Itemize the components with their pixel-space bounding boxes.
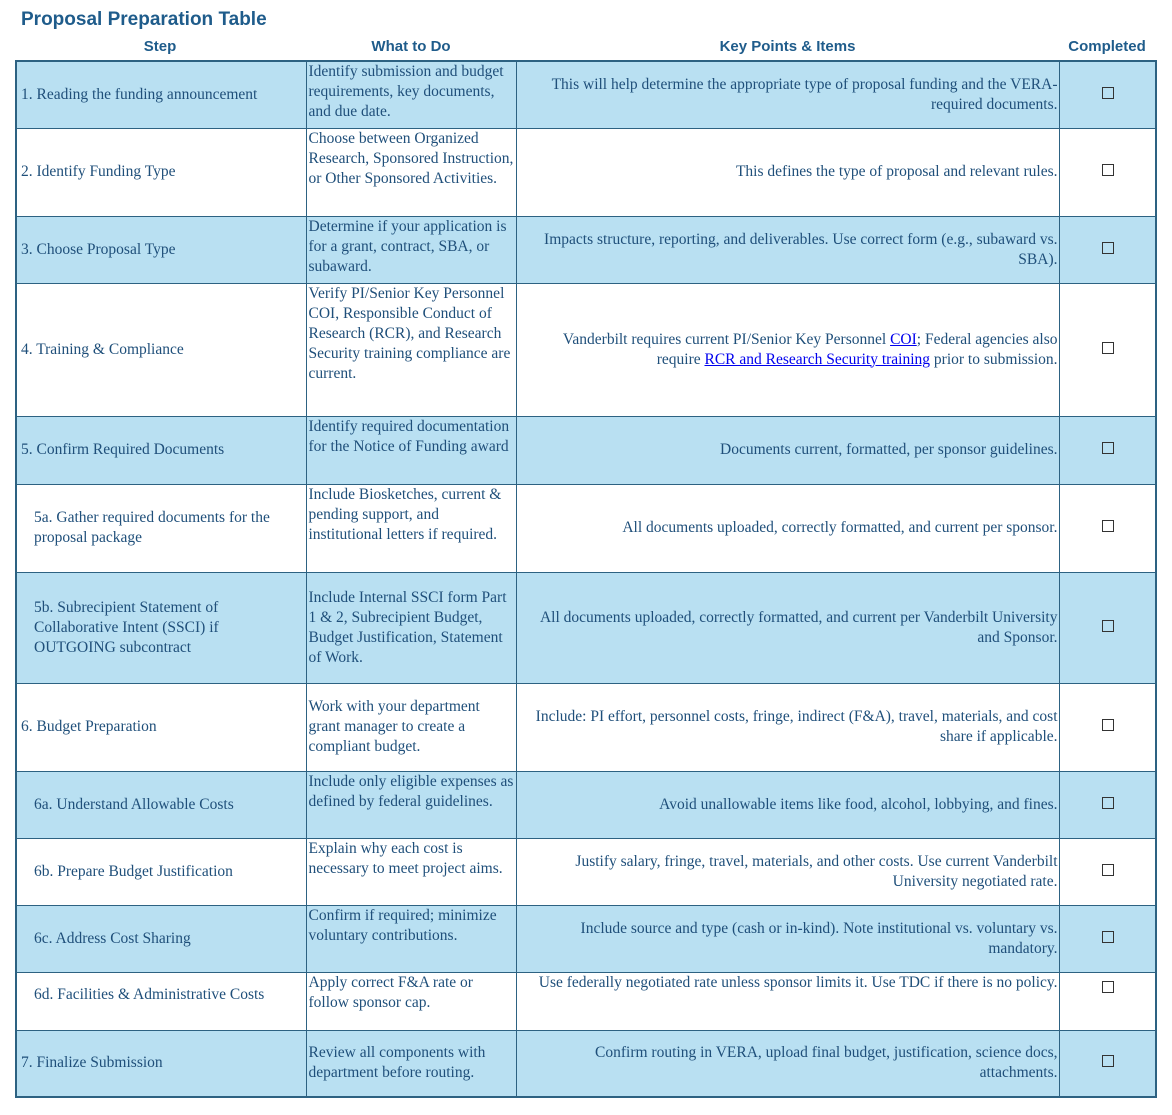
completed-cell <box>1059 771 1156 838</box>
key-points-cell: All documents uploaded, correctly formatted, and current per Vanderbilt University and Sponsor. <box>516 572 1059 683</box>
what-cell: Explain why each cost is necessary to meet project aims. <box>306 838 516 905</box>
step-cell: 3. Choose Proposal Type <box>16 216 306 283</box>
key-points-cell: This will help determine the appropriate type of proposal funding and the VERA-required documents. <box>516 61 1059 128</box>
completed-checkbox[interactable] <box>1102 1055 1114 1067</box>
completed-cell <box>1059 416 1156 484</box>
what-cell: Work with your department grant manager to create a compliant budget. <box>306 683 516 771</box>
completed-cell <box>1059 572 1156 683</box>
what-cell: Verify PI/Senior Key Personnel COI, Responsible Conduct of Research (RCR), and Research Security training compliance are current. <box>306 283 516 416</box>
key-text: prior to submission. <box>930 350 1058 368</box>
step-cell: 6b. Prepare Budget Justification <box>16 838 306 905</box>
step-cell: 5a. Gather required documents for the proposal package <box>16 484 306 572</box>
completed-cell <box>1059 484 1156 572</box>
key-points-cell: This defines the type of proposal and relevant rules. <box>516 128 1059 216</box>
step-cell: 5. Confirm Required Documents <box>16 416 306 484</box>
what-cell: Identify submission and budget requirements, key documents, and due date. <box>306 61 516 128</box>
key-points-cell: Confirm routing in VERA, upload final budget, justification, science docs, attachments. <box>516 1030 1059 1097</box>
what-cell: Confirm if required; minimize voluntary contributions. <box>306 905 516 972</box>
key-points-cell: Documents current, formatted, per sponsor guidelines. <box>516 416 1059 484</box>
completed-checkbox[interactable] <box>1102 981 1114 993</box>
what-cell: Determine if your application is for a grant, contract, SBA, or subaward. <box>306 216 516 283</box>
completed-cell <box>1059 61 1156 128</box>
column-header-key-points: Key Points & Items <box>719 38 856 55</box>
completed-checkbox[interactable] <box>1102 931 1114 943</box>
completed-cell <box>1059 683 1156 771</box>
proposal-preparation-table <box>15 60 1157 1098</box>
what-cell: Include Internal SSCI form Part 1 & 2, Subrecipient Budget, Budget Justification, Statement of Work. <box>306 572 516 683</box>
table-row <box>16 484 1156 572</box>
completed-cell <box>1059 972 1156 1030</box>
step-cell: 7. Finalize Submission <box>16 1030 306 1097</box>
completed-checkbox[interactable] <box>1102 620 1114 632</box>
what-cell: Apply correct F&A rate or follow sponsor cap. <box>306 972 516 1030</box>
completed-cell <box>1059 283 1156 416</box>
completed-checkbox[interactable] <box>1102 797 1114 809</box>
key-points-cell: Justify salary, fringe, travel, materials, and other costs. Use current Vanderbilt University negotiated rate. <box>516 838 1059 905</box>
step-cell: 6. Budget Preparation <box>16 683 306 771</box>
key-text: ; Federal agencies also require <box>656 330 1058 368</box>
key-text: Vanderbilt requires current PI/Senior Key Personnel <box>562 330 891 348</box>
completed-checkbox[interactable] <box>1102 242 1114 254</box>
table-row <box>16 572 1156 683</box>
completed-checkbox[interactable] <box>1102 719 1114 731</box>
key-points-cell: Include: PI effort, personnel costs, fringe, indirect (F&A), travel, materials, and cost share if applicable. <box>516 683 1059 771</box>
step-cell: 6c. Address Cost Sharing <box>16 905 306 972</box>
page-title: Proposal Preparation Table <box>21 9 267 30</box>
rcr-training-link[interactable]: RCR and Research Security training <box>704 350 931 368</box>
step-cell: 6d. Facilities & Administrative Costs <box>16 972 306 1030</box>
table-row <box>16 683 1156 771</box>
table-row <box>16 61 1156 128</box>
key-points-cell: Include source and type (cash or in-kind). Note institutional vs. voluntary vs. mandatory. <box>516 905 1059 972</box>
table-row <box>16 972 1156 1030</box>
completed-checkbox[interactable] <box>1102 87 1114 99</box>
step-cell: 4. Training & Compliance <box>16 283 306 416</box>
what-cell: Choose between Organized Research, Sponsored Instruction, or Other Sponsored Activities. <box>306 128 516 216</box>
completed-checkbox[interactable] <box>1102 520 1114 532</box>
key-points-cell <box>516 283 1059 416</box>
completed-cell <box>1059 216 1156 283</box>
step-cell: 5b. Subrecipient Statement of Collaborative Intent (SSCI) if OUTGOING subcontract <box>16 572 306 683</box>
what-cell: Review all components with department before routing. <box>306 1030 516 1097</box>
completed-cell <box>1059 128 1156 216</box>
table-row <box>16 838 1156 905</box>
table-row <box>16 128 1156 216</box>
table-row <box>16 283 1156 416</box>
table-row <box>16 416 1156 484</box>
what-cell: Identify required documentation for the Notice of Funding award <box>306 416 516 484</box>
key-points-cell: Use federally negotiated rate unless sponsor limits it. Use TDC if there is no policy. <box>516 972 1059 1030</box>
column-header-completed: Completed <box>1068 38 1146 55</box>
column-header-what: What to Do <box>371 38 451 55</box>
key-points-cell: All documents uploaded, correctly formatted, and current per sponsor. <box>516 484 1059 572</box>
completed-cell <box>1059 838 1156 905</box>
key-points-cell: Avoid unallowable items like food, alcohol, lobbying, and fines. <box>516 771 1059 838</box>
key-points-cell: Impacts structure, reporting, and deliverables. Use correct form (e.g., subaward vs. SBA). <box>516 216 1059 283</box>
what-cell: Include Biosketches, current & pending support, and institutional letters if required. <box>306 484 516 572</box>
table-row <box>16 771 1156 838</box>
table-row <box>16 905 1156 972</box>
completed-checkbox[interactable] <box>1102 864 1114 876</box>
completed-checkbox[interactable] <box>1102 342 1114 354</box>
what-cell: Include only eligible expenses as defined by federal guidelines. <box>306 771 516 838</box>
column-header-step: Step <box>143 38 177 55</box>
coi-link[interactable]: COI <box>890 330 917 348</box>
completed-cell <box>1059 905 1156 972</box>
table-row <box>16 1030 1156 1097</box>
step-cell: 6a. Understand Allowable Costs <box>16 771 306 838</box>
table-row <box>16 216 1156 283</box>
completed-checkbox[interactable] <box>1102 442 1114 454</box>
step-cell: 2. Identify Funding Type <box>16 128 306 216</box>
step-cell: 1. Reading the funding announcement <box>16 61 306 128</box>
completed-checkbox[interactable] <box>1102 164 1114 176</box>
completed-cell <box>1059 1030 1156 1097</box>
